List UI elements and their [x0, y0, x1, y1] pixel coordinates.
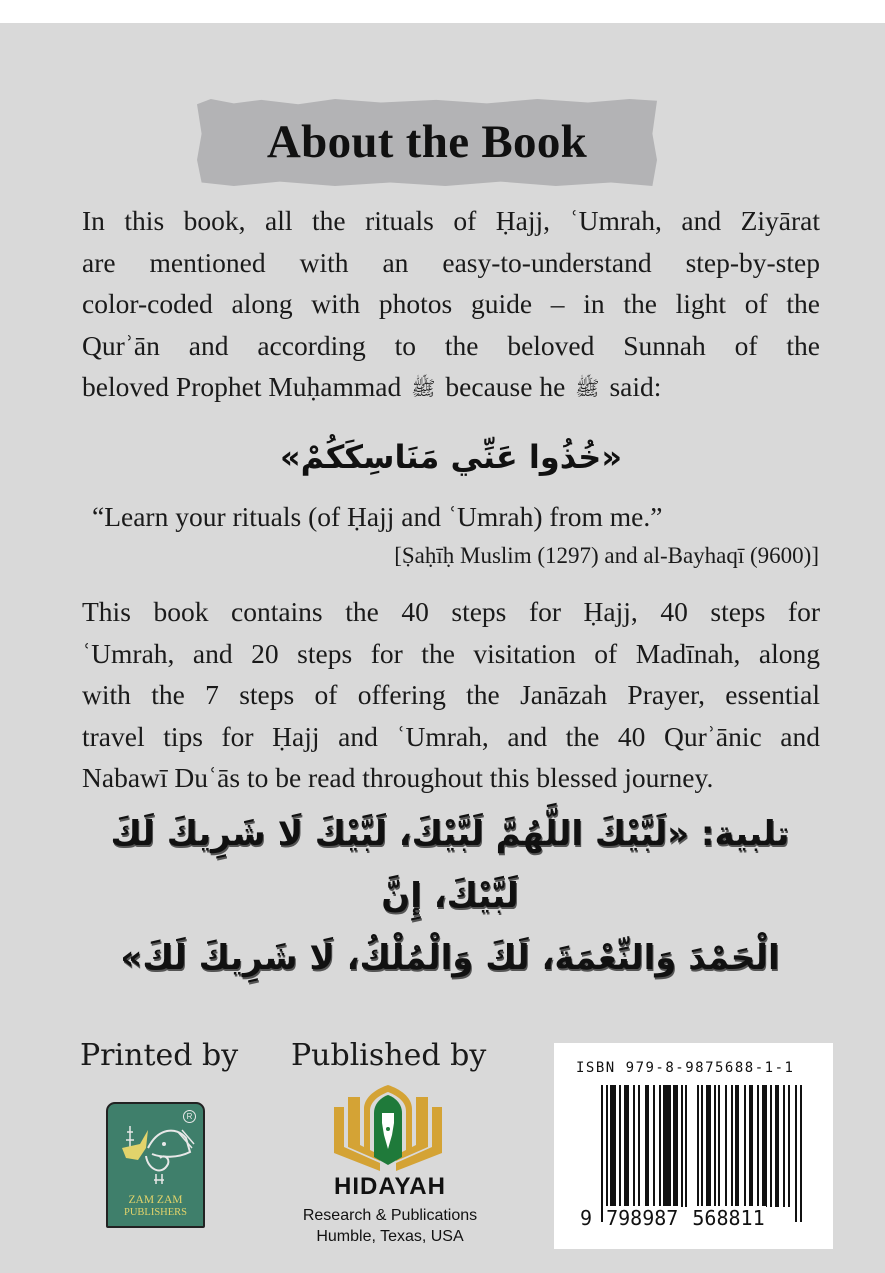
publisher-subtitle: Research & Publications	[302, 1207, 478, 1224]
ean-digits	[579, 1206, 766, 1230]
isbn-number: ISBN 979-8-9875688-1-1	[576, 1060, 795, 1076]
intro-line	[82, 366, 820, 410]
ean-first-digit: 9	[580, 1206, 593, 1230]
contents-paragraph	[82, 591, 820, 799]
honorific-icon: ﷺ	[575, 378, 600, 401]
talbiyah-line: الْحَمْدَ وَالنِّعْمَةَ، لَكَ وَالْمُلْكُ، لَا شَرِيكَ لَكَ»	[120, 938, 780, 978]
hadith-reference: [Ṣaḥīḥ Muslim (1297) and al-Bayhaqī (9600)]	[394, 543, 819, 568]
printer-name: PUBLISHERS	[123, 1207, 187, 1218]
contents-line: travel tips for Ḥajj and ʿUmrah, and the 40 Qurʾānic and	[82, 720, 820, 752]
ean-group-left: 798987	[606, 1206, 679, 1230]
publisher-name: HIDAYAH	[334, 1173, 446, 1200]
publisher-location: Humble, Texas, USA	[316, 1228, 464, 1245]
contents-line: ʿUmrah, and 20 steps for the visitation of Madīnah, along	[82, 637, 820, 669]
contents-line: This book contains the 40 steps for Ḥajj, 40 steps for	[82, 596, 820, 627]
intro-text: because he	[445, 371, 566, 403]
registered-icon: R	[183, 1110, 196, 1123]
published-by-label: Published by	[291, 1038, 487, 1073]
ean-group-right: 568811	[692, 1206, 765, 1230]
talbiyah-line: تلبية: «لَبَّيْكَ اللَّهُمَّ لَبَّيْكَ، لَبَّيْكَ لَا شَرِيكَ لَكَ لَبَّيْكَ، إِنَّ	[110, 814, 790, 916]
page-title: About the Book	[266, 116, 588, 168]
intro-text: beloved Prophet Muḥammad	[82, 371, 402, 403]
intro-text: said:	[609, 371, 662, 403]
contents-line: with the 7 steps of offering the Janāzah Prayer, essential	[82, 679, 820, 711]
zamzam-publishers-logo	[106, 1102, 205, 1228]
book-back-cover	[0, 23, 885, 1273]
hadith-translation: “Learn your rituals (of Ḥajj and ʿUmrah) from me.”	[92, 501, 663, 532]
calligraphy-emblem-icon	[118, 1118, 196, 1188]
hadith-arabic: «خُذُوا عَنِّي مَنَاسِكَكُمْ»	[280, 438, 622, 476]
intro-line: Qurʾān and according to the beloved Sunnah of the	[82, 329, 820, 361]
intro-line: are mentioned with an easy-to-understand step-by-step	[82, 246, 820, 278]
printed-by-label: Printed by	[80, 1038, 239, 1073]
intro-line: In this book, all the rituals of Ḥajj, ʿUmrah, and Ziyārat	[82, 205, 820, 236]
talbiyah-text	[75, 803, 825, 989]
contents-line: Nabawī Duʿās to be read throughout this blessed journey.	[82, 762, 714, 794]
honorific-icon: ﷺ	[411, 378, 436, 401]
printer-name: ZAM ZAM	[128, 1194, 183, 1206]
barcode-bars-icon	[599, 1085, 804, 1222]
isbn-barcode	[554, 1043, 833, 1249]
intro-line: color-coded along with photos guide – in the light of the	[82, 288, 820, 320]
intro-paragraph	[82, 200, 820, 411]
hidayah-logo-icon	[330, 1083, 446, 1171]
